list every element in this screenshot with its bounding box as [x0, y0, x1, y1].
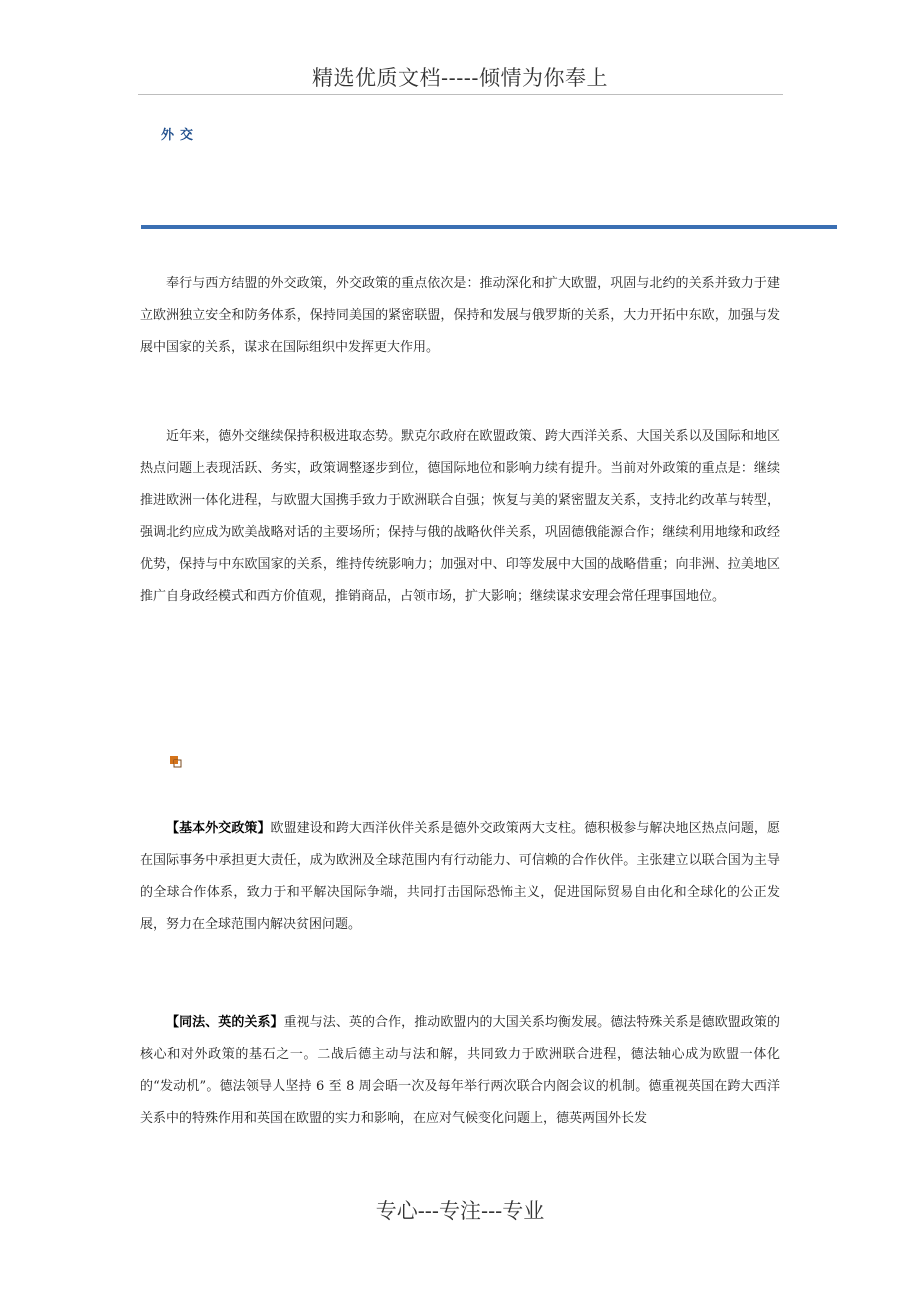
paragraph-basic-policy [140, 813, 780, 941]
paragraph-intro [140, 268, 780, 364]
page-footer: 专心---专注---专业 [375, 1199, 545, 1223]
page-header-title: 精选优质文档-----倾情为你奉上 [312, 66, 608, 90]
header-divider [138, 94, 783, 95]
paragraph-heading: 【基本外交政策】 [166, 821, 271, 836]
paragraph-text: 重视与法、英的合作，推动欧盟内的大国关系均衡发展。德法特殊关系是德欧盟政策的核心和对外政策的基石之一。二战后德主动与法和解，共同致力于欧洲联合进程，德法轴心成为欧盟一体化的“发动机”。德法领导人坚持 6 至 8 周会晤一次及每年举行两次联合内阁会议的机制。德重视英国在跨大西洋关系中的特殊作用和英国在欧盟的实力和影响，在应对气候变化问题上，德英两国外长发 [140, 1015, 780, 1126]
paragraph-heading: 【同法、英的关系】 [166, 1015, 284, 1030]
paragraph-text: 奉行与西方结盟的外交政策，外交政策的重点依次是：推动深化和扩大欧盟，巩固与北约的关系并致力于建立欧洲独立安全和防务体系，保持同美国的紧密联盟，保持和发展与俄罗斯的关系，大力开拓中东欧，加强与发展中国家的关系，谋求在国际组织中发挥更大作用。 [140, 276, 780, 355]
section-title: 外交 [161, 128, 200, 143]
paragraph-france-uk-relations [140, 1007, 780, 1135]
paragraph-recent-policy [140, 421, 780, 613]
section-divider [141, 225, 837, 229]
paragraph-text: 欧盟建设和跨大西洋伙伴关系是德外交政策两大支柱。德积极参与解决地区热点问题，愿在国际事务中承担更大责任，成为欧洲及全球范围内有行动能力、可信赖的合作伙伴。主张建立以联合国为主导的全球合作体系，致力于和平解决国际争端，共同打击国际恐怖主义，促进国际贸易自由化和全球化的公正发展，努力在全球范围内解决贫困问题。 [140, 821, 780, 932]
paragraph-text: 近年来，德外交继续保持积极进取态势。默克尔政府在欧盟政策、跨大西洋关系、大国关系以及国际和地区热点问题上表现活跃、务实，政策调整逐步到位，德国际地位和影响力续有提升。当前对外政策的重点是：继续推进欧洲一体化进程，与欧盟大国携手致力于欧洲联合自强；恢复与美的紧密盟友关系，支持北约改革与转型，强调北约应成为欧美战略对话的主要场所；保持与俄的战略伙伴关系，巩固德俄能源合作；继续利用地缘和政经优势，保持与中东欧国家的关系，维持传统影响力；加强对中、印等发展中大国的战略借重；向非洲、拉美地区推广自身政经模式和西方价值观，推销商品，占领市场，扩大影响；继续谋求安理会常任理事国地位。 [140, 429, 780, 604]
orange-bullet-icon [170, 756, 182, 768]
